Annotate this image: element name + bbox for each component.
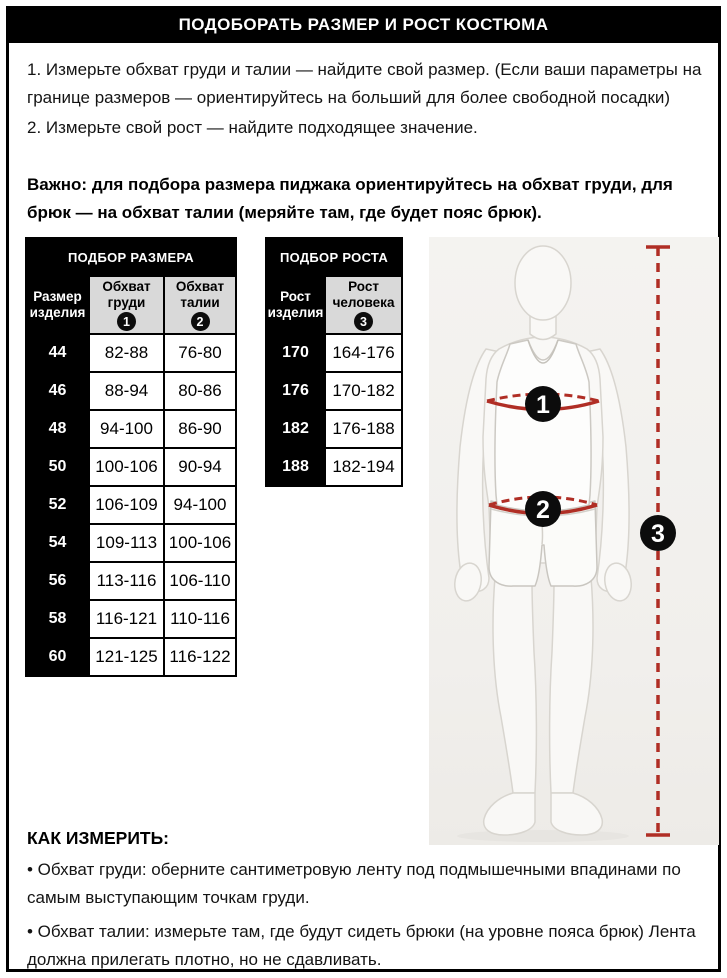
table-row (266, 334, 402, 372)
column-header-person-height-label: Рост человека (332, 279, 395, 310)
row-value-cell: 90-94 (164, 448, 236, 486)
height-table-title: ПОДБОР РОСТА (266, 238, 402, 276)
row-header-cell: 46 (26, 372, 89, 410)
row-value-cell: 182-194 (325, 448, 402, 486)
column-header-waist-label: Обхват талии (175, 279, 225, 310)
row-header-cell: 60 (26, 638, 89, 676)
row-value-cell: 106-109 (89, 486, 164, 524)
row-value-cell: 94-100 (89, 410, 164, 448)
instruction-step-2: 2. Измерьте свой рост — найдите подходящее значение. (27, 118, 478, 137)
table-row (26, 638, 236, 676)
marker-3-badge: 3 (354, 312, 373, 331)
row-value-cell: 164-176 (325, 334, 402, 372)
size-table-title-row (26, 238, 236, 276)
table-row (26, 410, 236, 448)
mannequin-legs (484, 577, 603, 835)
row-value-cell: 106-110 (164, 562, 236, 600)
row-value-cell: 82-88 (89, 334, 164, 372)
table-row (26, 600, 236, 638)
row-value-cell: 88-94 (89, 372, 164, 410)
how-to-measure-title: КАК ИЗМЕРИТЬ: (27, 828, 169, 848)
row-header-cell: 188 (266, 448, 325, 486)
instruction-step-1: 1. Измерьте обхват груди и талии — найдите свой размер. (Если ваши параметры на границе размеров — ориентируйтесь на больший для более свободной посадки) (27, 60, 702, 107)
row-value-cell: 100-106 (89, 448, 164, 486)
marker-2-badge: 2 (191, 312, 210, 331)
table-row (26, 448, 236, 486)
intro-instructions (27, 56, 705, 142)
row-value-cell: 76-80 (164, 334, 236, 372)
column-header-chest (89, 276, 164, 334)
mannequin-illustration (429, 237, 719, 845)
size-table-body (26, 334, 236, 676)
size-selection-table (25, 237, 237, 677)
important-note: Важно: для подбора размера пиджака ориентируйтесь на обхват груди, для брюк — на обхват талии (меряйте там, где будет пояс брюк). (27, 175, 673, 222)
row-value-cell: 116-121 (89, 600, 164, 638)
row-value-cell: 113-116 (89, 562, 164, 600)
column-header-product-size: Размер изделия (26, 276, 89, 334)
row-header-cell: 58 (26, 600, 89, 638)
table-row (26, 372, 236, 410)
row-value-cell: 94-100 (164, 486, 236, 524)
measurement-figure-panel (429, 237, 719, 845)
row-header-cell: 48 (26, 410, 89, 448)
marker-1-badge: 1 (117, 312, 136, 331)
header-bar (6, 6, 721, 43)
waist-marker-number: 2 (536, 496, 550, 524)
row-value-cell: 109-113 (89, 524, 164, 562)
row-header-cell: 182 (266, 410, 325, 448)
height-selection-table (265, 237, 403, 487)
row-header-cell: 50 (26, 448, 89, 486)
row-value-cell: 86-90 (164, 410, 236, 448)
row-header-cell: 170 (266, 334, 325, 372)
column-header-chest-label: Обхват груди (102, 279, 151, 310)
table-row (266, 372, 402, 410)
row-header-cell: 56 (26, 562, 89, 600)
table-row (26, 562, 236, 600)
row-value-cell: 176-188 (325, 410, 402, 448)
height-table-body (266, 334, 402, 486)
ground-shadow (457, 830, 629, 842)
column-header-person-height (325, 276, 402, 334)
how-to-measure-list (27, 856, 711, 974)
chest-marker-number: 1 (536, 391, 550, 419)
column-header-waist (164, 276, 236, 334)
row-value-cell: 110-116 (164, 600, 236, 638)
row-value-cell: 80-86 (164, 372, 236, 410)
table-row (26, 486, 236, 524)
page-title: ПОДОБОРАТЬ РАЗМЕР И РОСТ КОСТЮМА (178, 14, 549, 34)
height-marker-number: 3 (651, 520, 665, 548)
row-header-cell: 52 (26, 486, 89, 524)
row-value-cell: 116-122 (164, 638, 236, 676)
how-to-bullet-waist: • Обхват талии: измерьте там, где будут сидеть брюки (на уровне пояса брюк) Лента должна прилегать плотно, но не сдавливать. (27, 922, 696, 969)
table-row (266, 448, 402, 486)
size-table-title: ПОДБОР РАЗМЕРА (26, 238, 236, 276)
mannequin-head (515, 246, 571, 320)
size-table-header-row (26, 276, 236, 334)
row-value-cell: 100-106 (164, 524, 236, 562)
table-row (26, 524, 236, 562)
how-to-bullet-chest: • Обхват груди: оберните сантиметровую ленту под подмышечными впадинами по самым выступающим точкам груди. (27, 860, 681, 907)
row-header-cell: 176 (266, 372, 325, 410)
height-table-header-row (266, 276, 402, 334)
row-header-cell: 54 (26, 524, 89, 562)
mannequin-tank-top (495, 340, 591, 511)
height-table-title-row (266, 238, 402, 276)
row-value-cell: 170-182 (325, 372, 402, 410)
column-header-product-height: Рост изделия (266, 276, 325, 334)
table-row (26, 334, 236, 372)
table-row (266, 410, 402, 448)
row-value-cell: 121-125 (89, 638, 164, 676)
row-header-cell: 44 (26, 334, 89, 372)
